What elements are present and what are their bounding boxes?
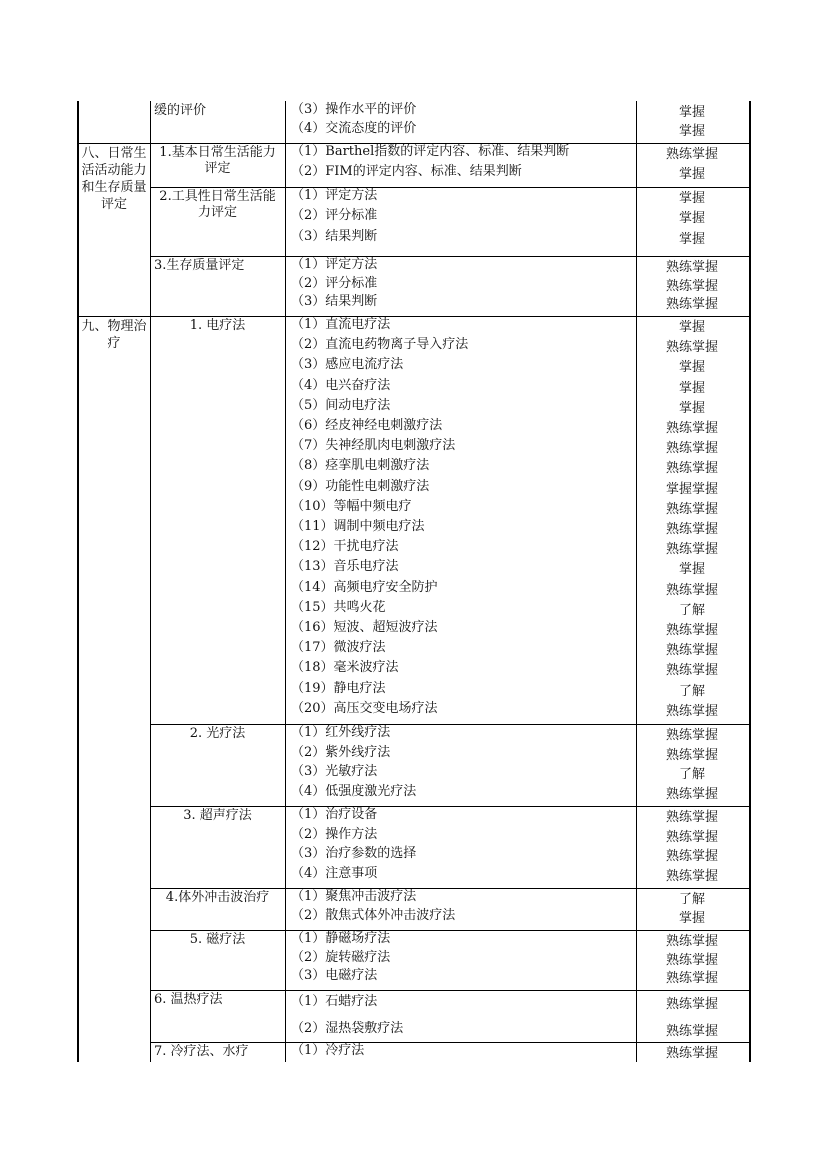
mastery-level: 掌握	[678, 380, 705, 396]
column-divider	[285, 101, 286, 1062]
item-text: （15）共鸣火花	[291, 599, 386, 615]
mastery-level: 掌握	[678, 320, 705, 335]
mastery-level: 掌握	[678, 562, 705, 578]
mastery-level: 熟练掌握	[665, 542, 718, 558]
item-text: （2）紫外线疗法	[291, 744, 391, 760]
item-text: （3）电磁疗法	[291, 968, 378, 984]
mastery-level: 熟练掌握	[665, 997, 718, 1012]
item-text: （1）直流电疗法	[291, 317, 391, 332]
item-text: （1）冷疗法	[291, 1043, 365, 1058]
item-text: （1）治疗设备	[291, 807, 378, 822]
section-label: 八、日常生活活动能力和生存质量评定	[81, 146, 147, 212]
mastery-level: 了解	[678, 892, 705, 907]
item-text: （1）聚焦冲击波疗法	[291, 889, 417, 904]
section-label: 九、物理治疗	[81, 319, 147, 351]
item-text: （19）静电疗法	[291, 680, 386, 696]
mastery-level: 熟练掌握	[665, 643, 718, 659]
mastery-level: 了解	[678, 602, 705, 618]
mastery-level: 熟练掌握	[665, 810, 718, 825]
mastery-level: 熟练掌握	[665, 747, 718, 763]
mastery-level: 熟练掌握	[665, 703, 718, 719]
mastery-level: 熟练掌握	[665, 829, 718, 845]
item-text: （2）评分标准	[291, 208, 378, 224]
item-text: （3）治疗参数的选择	[291, 846, 417, 861]
topic-label: 4.体外冲击波治疗	[165, 890, 270, 905]
subsection-divider	[150, 990, 750, 991]
item-text: （2）FIM的评定内容、标准、结果判断	[291, 164, 522, 179]
mastery-level: 熟练掌握	[665, 849, 718, 864]
mastery-level: 熟练掌握	[665, 663, 718, 679]
item-text: （11）调制中频电疗法	[291, 519, 425, 534]
topic-label: 2.工具性日常生活能力评定	[159, 189, 276, 220]
mastery-level: 熟练掌握	[665, 278, 718, 294]
item-text: （3）结果判断	[291, 294, 378, 310]
mastery-level: 熟练掌握	[665, 1046, 718, 1061]
column-divider	[636, 101, 637, 1062]
topic-label: 5. 磁疗法	[189, 932, 246, 947]
item-text: （13）音乐电疗法	[291, 559, 399, 575]
mastery-level: 熟练掌握	[665, 786, 718, 802]
mastery-level: 熟练掌握	[665, 297, 718, 313]
item-text: （1）Barthel指数的评定内容、标准、结果判断	[291, 144, 570, 159]
item-text: （2）直流电药物离子导入疗法	[291, 337, 469, 353]
item-text: （4）电兴奋疗法	[291, 377, 391, 393]
mastery-level: 熟练掌握	[665, 934, 718, 949]
item-text: （2）评分标准	[291, 275, 378, 291]
item-text: （14）高频电疗安全防护	[291, 579, 438, 595]
item-text: （3）操作水平的评价	[291, 102, 417, 117]
item-text: （1）评定方法	[291, 257, 378, 272]
mastery-level: 熟练掌握	[665, 340, 718, 356]
item-text: （1）评定方法	[291, 188, 378, 203]
mastery-level: 熟练掌握	[665, 728, 718, 743]
item-text: （3）结果判断	[291, 228, 378, 244]
topic-label: 7. 冷疗法、水疗	[154, 1044, 249, 1059]
item-text: （2）操作方法	[291, 826, 378, 842]
item-text: （9）功能性电刺激疗法	[291, 478, 430, 494]
mastery-level: 熟练掌握	[665, 623, 718, 638]
item-text: （10）等幅中频电疗	[291, 498, 412, 514]
topic-label: 1. 电疗法	[189, 318, 246, 333]
item-text: （2）散焦式体外冲击波疗法	[291, 908, 456, 923]
mastery-level: 掌握	[678, 400, 705, 416]
item-text: （17）微波疗法	[291, 640, 386, 656]
item-text: （18）毫米波疗法	[291, 660, 399, 676]
mastery-level: 了解	[678, 683, 705, 699]
mastery-level: 熟练掌握	[665, 147, 718, 162]
mastery-level: 熟练掌握	[665, 260, 718, 275]
item-text: （4）低强度激光疗法	[291, 783, 417, 799]
item-text: （1）红外线疗法	[291, 725, 391, 740]
item-text: （8）痉挛肌电刺激疗法	[291, 458, 430, 474]
topic-label: 缓的评价	[154, 103, 207, 118]
item-text: （4）注意事项	[291, 865, 378, 881]
topic-label: 1.基本日常生活能力评定	[159, 145, 276, 176]
mastery-level: 掌握掌握	[665, 481, 718, 497]
item-text: （6）经皮神经电刺激疗法	[291, 418, 443, 433]
mastery-level: 熟练掌握	[665, 952, 718, 968]
mastery-level: 熟练掌握	[665, 461, 718, 477]
item-text: （1）静磁场疗法	[291, 931, 391, 946]
topic-label: 2. 光疗法	[189, 726, 246, 741]
column-divider	[150, 101, 151, 1062]
mastery-level: 熟练掌握	[665, 421, 718, 436]
topic-label: 6. 温热疗法	[154, 992, 223, 1007]
table-border-left	[77, 101, 79, 1062]
topic-label: 3.生存质量评定	[154, 258, 245, 273]
mastery-level: 掌握	[678, 211, 705, 227]
item-text: （5）间动电疗法	[291, 397, 391, 413]
item-text: （12）干扰电疗法	[291, 539, 399, 555]
item-text: （20）高压交变电场疗法	[291, 700, 438, 716]
item-text: （2）湿热袋敷疗法	[291, 1021, 404, 1036]
mastery-level: 熟练掌握	[665, 1024, 718, 1039]
mastery-level: 掌握	[678, 167, 705, 182]
item-text: （7）失神经肌肉电刺激疗法	[291, 438, 456, 454]
item-text: （2）旋转磁疗法	[291, 949, 391, 965]
mastery-level: 熟练掌握	[665, 582, 718, 598]
mastery-level: 掌握	[678, 360, 705, 376]
mastery-level: 掌握	[678, 124, 705, 139]
mastery-level: 熟练掌握	[665, 441, 718, 457]
mastery-level: 掌握	[678, 105, 705, 120]
mastery-level: 掌握	[678, 231, 705, 247]
item-text: （3）感应电流疗法	[291, 357, 404, 373]
item-text: （16）短波、超短波疗法	[291, 620, 438, 635]
item-text: （4）交流态度的评价	[291, 121, 417, 136]
item-text: （3）光敏疗法	[291, 764, 378, 779]
mastery-level: 熟练掌握	[665, 501, 718, 517]
mastery-level: 熟练掌握	[665, 522, 718, 537]
item-text: （1）石蜡疗法	[291, 994, 378, 1009]
mastery-level: 掌握	[678, 191, 705, 206]
topic-label: 3. 超声疗法	[183, 808, 252, 823]
table-border-right	[749, 101, 751, 1062]
mastery-level: 熟练掌握	[665, 971, 718, 987]
mastery-level: 掌握	[678, 911, 705, 926]
mastery-level: 熟练掌握	[665, 868, 718, 884]
mastery-level: 了解	[678, 767, 705, 782]
